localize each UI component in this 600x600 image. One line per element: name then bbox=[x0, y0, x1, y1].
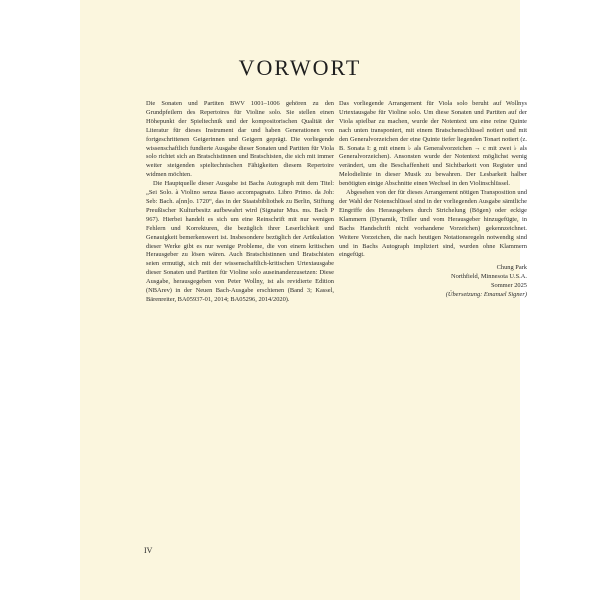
document-page bbox=[80, 0, 527, 600]
signature-date: Sommer 2025 bbox=[490, 282, 527, 290]
right-text-column bbox=[339, 100, 527, 300]
signature-place: Northfield, Minnesota U.S.A. bbox=[451, 273, 527, 281]
page-number: IV bbox=[144, 546, 153, 555]
left-paragraph-1: Die Sonaten und Partiten BWV 1001–1006 gehören zu den Grundpfeilern des Repertoires für Violine solo. Sie stellen einen Höhepunkt der Spieltechnik und der kompositorischen Qualität der Literatur für dieses Instrument dar und haben Generationen von fortgeschrittenen Geigerinnen und Geigern geprägt. Die vorliegende wissenschaftlich fundierte Ausgabe dieser Sonaten und Partiten für Viola solo richtet sich an Bratschistinnen und Bratschisten, die sich mit immer weiter steigenden spieltechnischen Fähigkeiten diesem Repertoire widmen möchten. bbox=[146, 100, 334, 179]
translation-credit: (Übersetzung: Emanuel Signer) bbox=[445, 291, 527, 299]
left-text-column bbox=[146, 100, 334, 305]
right-paragraph-1: Das vorliegende Arrangement für Viola solo beruht auf Wollnys Urtextausgabe für Violine solo. Um diese Sonaten und Partiten auf der Viola spielbar zu machen, wurde der Notentext um eine reine Quinte nach unten transponiert, mit einem Bratschenschlüssel notiert und mit den Generalvorzeichen der eine Quinte tiefer liegenden Tonart notiert (z. B. Sonata I: g mit einem ♭ als Generalvorzeichen → c mit zwei ♭ als Generalvorzeichen). Ansonsten wurde der Notentext möglichst wenig verändert, um die Beschaffenheit und Sichtbarkeit von Register und Melodielinie in dieser Musik zu bewahren. Der Lesbarkeit halber benötigten einige Abschnitte einen Wechsel in den Violinschlüssel. bbox=[339, 100, 527, 188]
signature-block bbox=[339, 264, 527, 300]
page-title: VORWORT bbox=[238, 55, 362, 80]
left-paragraph-2: Die Hauptquelle dieser Ausgabe ist Bachs Autograph mit dem Titel: „Sei Solo. à Violino senza Basso accompagnato. Libro Primo. da Joh: Seb: Bach. a[nn]o. 1720“, das in der Staatsbibliothek zu Berlin, Stiftung Preußischer Kulturbesitz aufbewahrt wird (Signatur Mus. ms. Bach P 967). Hierbei handelt es sich um eine Reinschrift mit nur wenigen Fehlern und Korrekturen, die bezüglich ihrer Leserlichkeit und Genauigkeit bemerkenswert ist. Insbesondere bezüglich der Artikulation dieser Werke gibt es nur wenige Probleme, die von einem kritischen Herausgeber zu lösen wären. Auch Bratschistinnen und Bratschisten seien ermutigt, sich mit der wissenschaftlich-kritischen Urtextausgabe dieser Sonaten und Partiten für Violine solo auseinanderzusetzen: Diese Ausgabe, herausgegeben von Peter Wollny, ist als revidierte Edition (NBArev) in der Neuen Bach-Ausgabe erschienen (Band 3; Kassel, Bärenreiter, BA05937-01, 2014; BA05296, 2014/2020). bbox=[146, 180, 334, 303]
right-paragraph-2: Abgesehen von der für dieses Arrangement nötigen Transposition und der Wahl der Notenschlüssel sind in der vorliegenden Ausgabe sämtliche Eingriffe des Herausgebers durch Strichelung (Bögen) oder eckige Klammern (Dynamik, Triller und vom Herausgeber hinzugefügte, in Bachs Handschrift nicht vorhandene Vorzeichen) gekennzeichnet. Weitere Vorzeichen, die nach heutigen Notationsregeln notwendig sind und in Bachs Autograph impliziert sind, wurden ohne Klammern eingefügt. bbox=[339, 189, 527, 259]
signature-name: Chung Park bbox=[496, 264, 527, 272]
